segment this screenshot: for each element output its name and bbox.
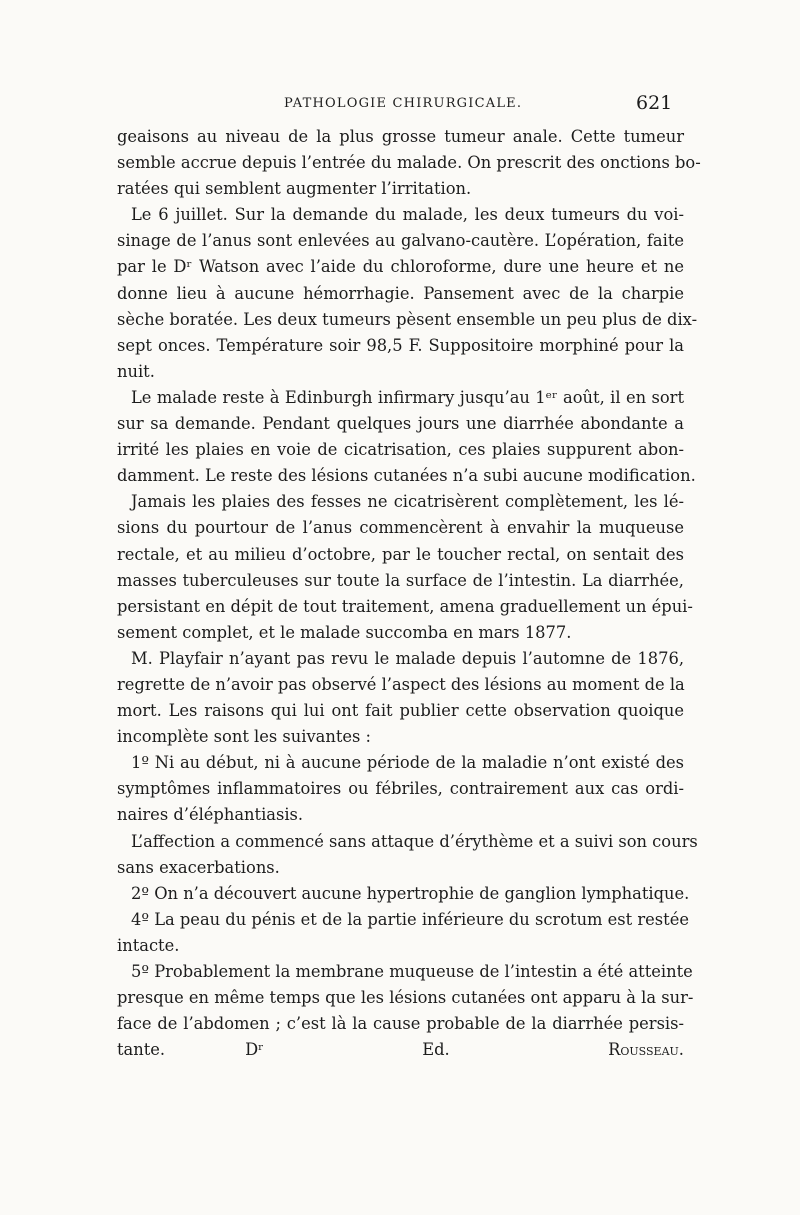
text-line: Jamais les plaies des fesses ne cicatrisèrent complètement, les lé- [131, 492, 684, 512]
text-line: 1º Ni au début, ni à aucune période de la maladie n’ont existé des [131, 753, 684, 773]
text-line: face de l’abdomen ; c’est là la cause probable de la diarrhée persis- [117, 1014, 684, 1034]
text-line: incomplète sont les suivantes : [117, 727, 372, 747]
text-line: geaisons au niveau de la plus grosse tumeur anale. Cette tumeur [117, 127, 684, 146]
text-line: L’affection a commencé sans attaque d’érythème et a suivi son cours [131, 831, 698, 851]
running-head [0, 94, 800, 120]
text-line: masses tuberculeuses sur toute la surface de l’intestin. La diarrhée, [117, 570, 684, 590]
text-line: mort. Les raisons qui lui ont fait publier cette observation quoique [117, 701, 684, 721]
text-line: ratées qui semblent augmenter l’irritation. [117, 179, 472, 199]
text-line: presque en même temps que les lésions cutanées ont apparu à la sur- [117, 988, 694, 1008]
closing-line [117, 1037, 684, 1063]
running-head-title: PATHOLOGIE CHIRURGICALE. [284, 96, 523, 111]
text-line: sement complet, et le malade succomba en mars 1877. [117, 622, 572, 642]
text-line: sept onces. Température soir 98,5 F. Suppositoire morphiné pour la [117, 335, 684, 355]
signature-name: Rousseau. [608, 1040, 684, 1060]
text-line: sions du pourtour de l’anus commencèrent à envahir la muqueuse [117, 518, 684, 538]
text-line: naires d’éléphantiasis. [117, 805, 304, 825]
text-line: regrette de n’avoir pas observé l’aspect des lésions au moment de la [117, 674, 685, 694]
text-line: Le 6 juillet. Sur la demande du malade, les deux tumeurs du voi- [131, 205, 684, 225]
text-line: damment. Le reste des lésions cutanées n’a subi aucune modification. [117, 466, 696, 486]
text-line: 4º La peau du pénis et de la partie inférieure du scrotum est restée [131, 909, 689, 929]
text-line: intacte. [117, 935, 180, 955]
signature-title: Dʳ Ed. [245, 1040, 450, 1060]
text-line: 2º On n’a découvert aucune hypertrophie de ganglion lymphatique. [131, 883, 690, 903]
text-line: M. Playfair n’ayant pas revu le malade depuis l’automne de 1876, [131, 648, 684, 668]
text-line: irrité les plaies en voie de cicatrisation, ces plaies suppurent abon- [117, 440, 684, 460]
text-line: nuit. [117, 361, 155, 381]
text-line: 5º Probablement la membrane muqueuse de l’intestin a été atteinte [131, 962, 693, 981]
text-line: sur sa demande. Pendant quelques jours une diarrhée abondante a [117, 414, 684, 434]
text-line: symptômes inflammatoires ou fébriles, contrairement aux cas ordi- [117, 779, 684, 799]
text-line: par le Dʳ Watson avec l’aide du chloroforme, dure une heure et ne [117, 257, 684, 277]
text-line: sinage de l’anus sont enlevées au galvano-cautère. L’opération, faite [117, 231, 684, 251]
closing-word: tante. [117, 1040, 166, 1060]
text-line: rectale, et au milieu d’octobre, par le toucher rectal, on sentait des [117, 544, 684, 564]
signature [245, 1040, 684, 1059]
page-number: 621 [636, 92, 673, 114]
text-line: sèche boratée. Les deux tumeurs pèsent ensemble un peu plus de dix- [117, 309, 698, 329]
text-line: persistant en dépit de tout traitement, amena graduellement un épui- [117, 596, 693, 616]
text-line: Le malade reste à Edinburgh infirmary jusqu’au 1ᵉʳ août, il en sort [131, 387, 684, 407]
text-line: semble accrue depuis l’entrée du malade. On prescrit des onctions bo- [117, 153, 701, 173]
body-text [117, 124, 701, 1063]
text-line: sans exacerbations. [117, 857, 280, 877]
text-line: donne lieu à aucune hémorrhagie. Pansement avec de la charpie [117, 283, 684, 303]
